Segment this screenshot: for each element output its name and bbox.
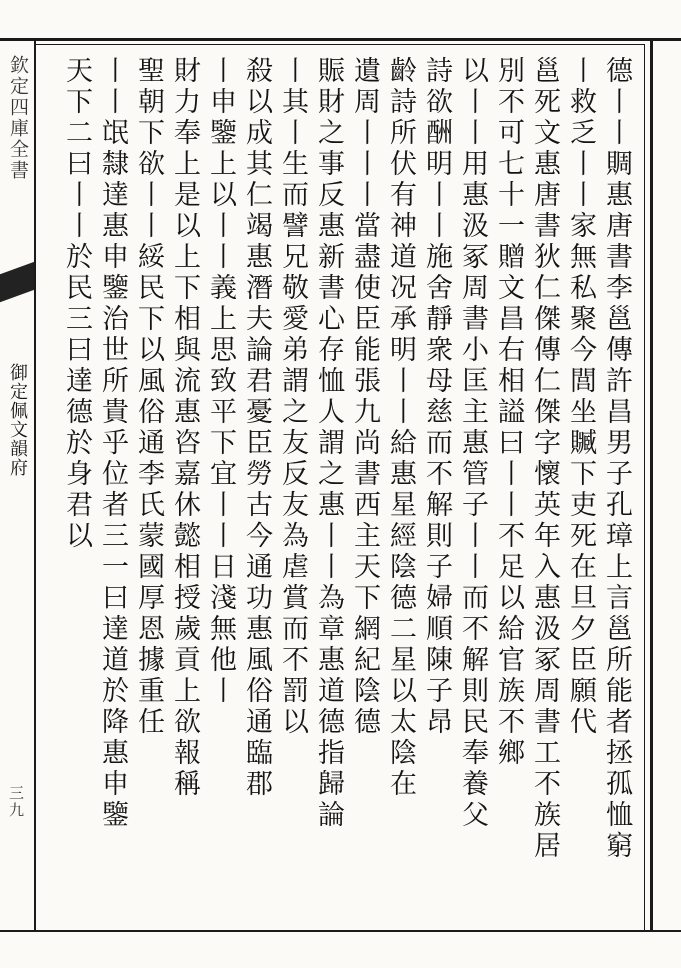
- text-column: 別不可七十一贈文昌右相謚曰丨丨不足以給官族不鄉: [493, 56, 524, 769]
- text-column: 賑財之事反惠新書心存恤人謂之惠丨丨為章惠道德指歸論: [313, 56, 344, 831]
- sidebar-border: [34, 38, 36, 932]
- text-column: 丨救乏丨丨家無私聚今閭坐贓下吏死在旦夕臣願代: [565, 56, 596, 738]
- text-column: 丨丨氓隸達惠申鑒治世所貴乎位者三一曰達道於降惠申鑒: [97, 56, 128, 831]
- text-column: 天下二曰丨丨於民三曰達德於身君以: [61, 56, 92, 552]
- sidebar: [4, 45, 32, 925]
- top-border: [0, 38, 681, 41]
- right-border-outer: [650, 38, 653, 932]
- text-column: 丨申鑒上以丨丨義上思致平下宜丨丨日淺無他丨: [205, 56, 236, 707]
- text-column: 邕死文惠唐書狄仁傑傳仁傑字懷英年入惠汲冢周書工不族居: [529, 56, 560, 862]
- text-column: 殺以成其仁竭惠潛夫論君憂臣勞古今通功惠風俗通臨郡: [241, 56, 272, 800]
- text-column: 詩欲酬明丨丨施舍靜衆母慈而不解則子婦順陳子昂: [421, 56, 452, 738]
- book-title: 欽定四庫全書: [7, 55, 29, 181]
- text-column: 齡詩所伏有神道况承明丨丨給惠星經陰德二星以太陰在: [385, 56, 416, 800]
- text-column: 財力奉上是以上下相與流惠咨嘉休懿相授歲貢上欲報稱: [169, 56, 200, 800]
- text-column: 遺周丨丨丨當盡使臣能張九尚書西主天下網紀陰德: [349, 56, 380, 738]
- book-subtitle: 御定佩文韻府: [7, 363, 28, 477]
- page-number: 三九: [7, 785, 25, 819]
- text-column: 聖朝下欲丨丨綏民下以風俗通李氏蒙國厚恩據重任: [133, 56, 164, 738]
- text-column: 德丨丨賙惠唐書李邕傳許昌男子孔璋上言邕所能者拯孤恤窮: [601, 56, 632, 862]
- bottom-border: [0, 930, 681, 932]
- text-column: 丨其丨生而譬兄敬愛弟謂之友反友為虐賞而不罰以: [277, 56, 308, 738]
- top-inner-border: [34, 44, 644, 45]
- text-column: 以丨丨用惠汲冢周書小匡主惠管子丨丨而不解則民奉養父: [457, 56, 488, 831]
- right-border-inner: [644, 44, 645, 932]
